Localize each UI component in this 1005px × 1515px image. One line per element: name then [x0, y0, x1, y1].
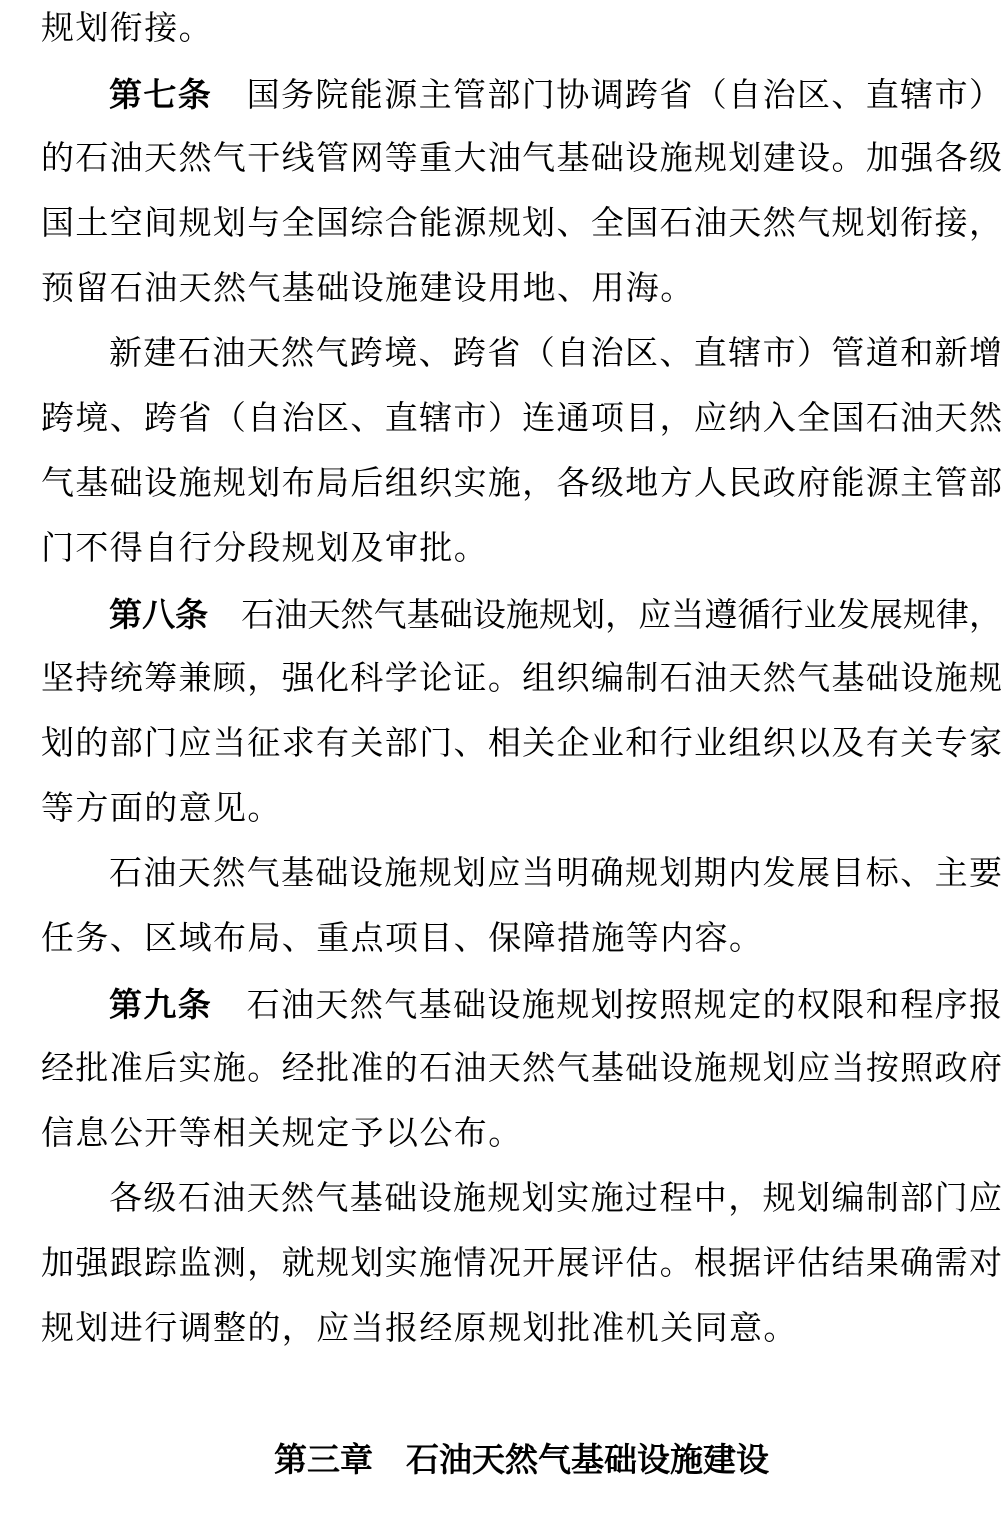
- body-line: 门不得自行分段规划及审批。: [41, 531, 489, 567]
- article-number: 第九条: [109, 986, 213, 1023]
- body-line: [41, 582, 1002, 647]
- body-line: 预留石油天然气基础设施建设用地、用海。: [41, 271, 695, 307]
- body-line: 坚持统筹兼顾，强化科学论证。组织编制石油天然气基础设施规: [41, 661, 1002, 697]
- body-line: 任务、区域布局、重点项目、保障措施等内容。: [41, 921, 764, 957]
- line-text: 石油天然气基础设施规划按照规定的权限和程序报: [212, 988, 1002, 1024]
- body-line: 等方面的意见。: [41, 791, 282, 827]
- blank-line: [41, 1362, 1002, 1427]
- body-line: 各级石油天然气基础设施规划实施过程中，规划编制部门应: [109, 1181, 1002, 1217]
- body-line: 国土空间规划与全国综合能源规划、全国石油天然气规划衔接，: [41, 206, 1002, 242]
- chapter-number: 第三章: [274, 1441, 373, 1478]
- body-line: 经批准后实施。经批准的石油天然气基础设施规划应当按照政府: [41, 1051, 1002, 1087]
- body-line: 加强跟踪监测，就规划实施情况开展评估。根据评估结果确需对: [41, 1246, 1002, 1282]
- line-text: 石油天然气基础设施规划，应当遵循行业发展规律，: [208, 598, 1002, 634]
- article-number: 第八条: [109, 596, 209, 633]
- body-line: 新建石油天然气跨境、跨省（自治区、直辖市）管道和新增: [109, 336, 1002, 372]
- chapter-heading: [41, 1427, 1002, 1492]
- body-line: [41, 972, 1002, 1037]
- text-block: [41, 0, 1002, 1492]
- body-line: 规划衔接。: [41, 11, 213, 47]
- chapter-title: 石油天然气基础设施建设: [406, 1441, 769, 1478]
- body-line: 信息公开等相关规定予以公布。: [41, 1116, 523, 1152]
- article-number: 第七条: [109, 76, 213, 113]
- body-line: 气基础设施规划布局后组织实施，各级地方人民政府能源主管部: [41, 466, 1002, 502]
- line-text: 国务院能源主管部门协调跨省（自治区、直辖市）: [212, 78, 1002, 114]
- body-line: 石油天然气基础设施规划应当明确规划期内发展目标、主要: [109, 856, 1002, 892]
- body-line: [41, 62, 1002, 127]
- body-line: 划的部门应当征求有关部门、相关企业和行业组织以及有关专家: [41, 726, 1002, 762]
- body-line: 规划进行调整的，应当报经原规划批准机关同意。: [41, 1311, 798, 1347]
- body-line: 的石油天然气干线管网等重大油气基础设施规划建设。加强各级: [41, 141, 1002, 177]
- body-line: 跨境、跨省（自治区、直辖市）连通项目，应纳入全国石油天然: [41, 401, 1002, 437]
